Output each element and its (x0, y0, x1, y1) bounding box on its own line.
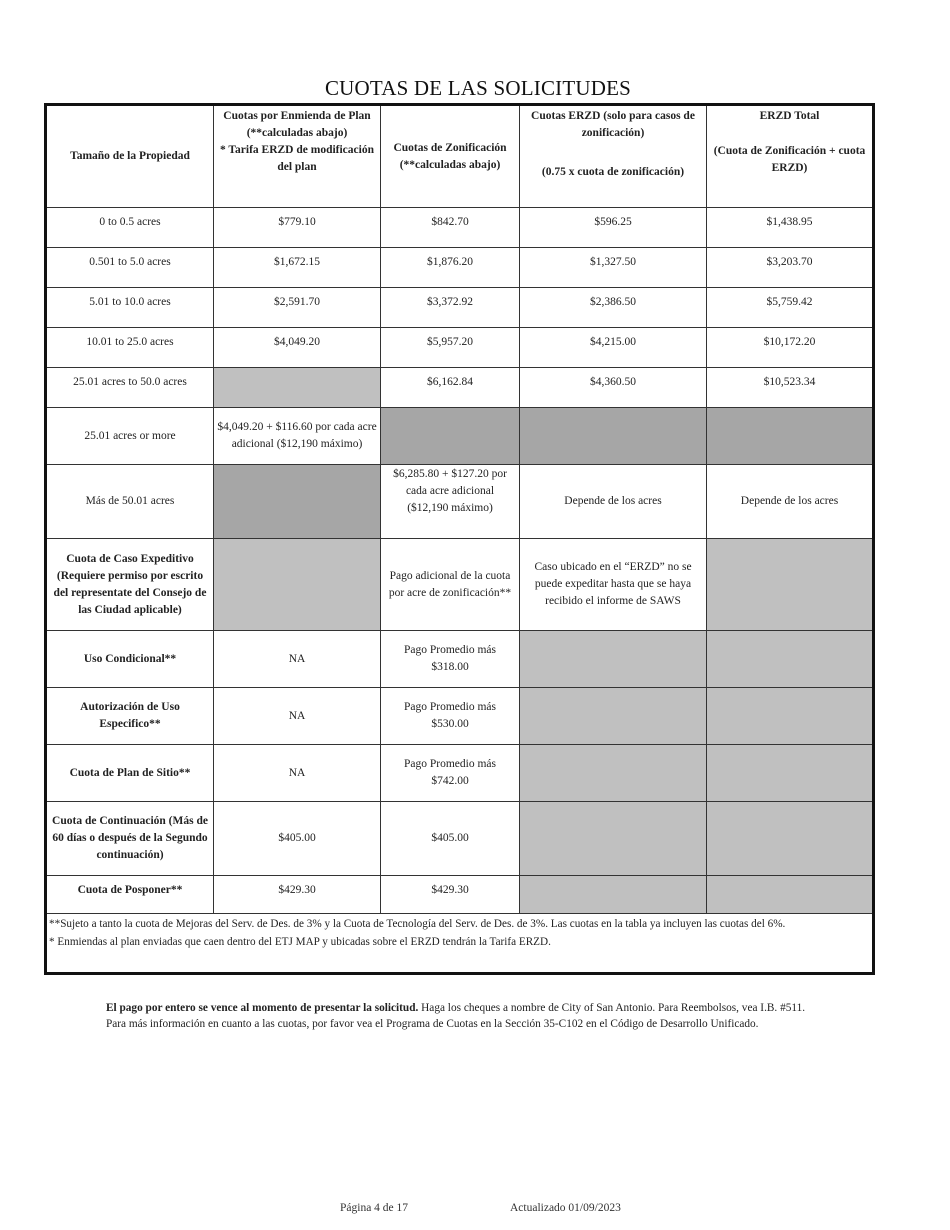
page-title: CUOTAS DE LAS SOLICITUDES (324, 76, 632, 100)
cell-total: Depende de los acres (707, 465, 874, 539)
header-total-title: ERZD Total (759, 110, 820, 122)
cell-size: Uso Condicional** (46, 631, 214, 688)
cell-plan: $429.30 (214, 876, 381, 914)
cell-plan: $779.10 (214, 208, 381, 248)
cell-zoning: Pago Promedio más $318.00 (381, 631, 520, 688)
table-row (46, 802, 874, 876)
table-row (46, 745, 874, 802)
table-row (46, 368, 874, 408)
cell-shaded (214, 368, 381, 408)
cell-shaded (520, 631, 707, 688)
cell-plan: $4,049.20 + $116.60 por cada acre adicional ($12,190 máximo) (214, 408, 381, 465)
cell-erzd: $1,327.50 (520, 248, 707, 288)
header-erzd-sub: (0.75 x cuota de zonificación) (541, 166, 685, 178)
cell-erzd: Caso ubicado en el “ERZD” no se puede expeditar hasta que se haya recibido el informe de SAWS (520, 539, 707, 631)
cell-size: Cuota de Plan de Sitio** (46, 745, 214, 802)
table-row (46, 408, 874, 465)
header-zoning (381, 105, 520, 208)
cell-plan: $1,672.15 (214, 248, 381, 288)
cell-shaded (707, 802, 874, 876)
fee-table (44, 103, 875, 975)
cell-erzd: $4,360.50 (520, 368, 707, 408)
cell-zoning: $429.30 (381, 876, 520, 914)
cell-erzd: Depende de los acres (520, 465, 707, 539)
note-surcharge: **Sujeto a tanto la cuota de Mejoras del Serv. de Des. de 3% y la Cuota de Tecnología del Serv. de Des. de 3%. Las cuotas en la tabla ya incluyen las cuotas del 6%. (49, 918, 786, 930)
cell-zoning: $405.00 (381, 802, 520, 876)
cell-plan: $4,049.20 (214, 328, 381, 368)
cell-erzd: $596.25 (520, 208, 707, 248)
header-zoning-sub: (**calculadas abajo) (399, 158, 501, 171)
cell-total: $10,523.34 (707, 368, 874, 408)
header-erzd-title: Cuotas ERZD (solo para casos de zonificación) (531, 110, 695, 139)
cell-zoning: $5,957.20 (381, 328, 520, 368)
cell-shaded (707, 876, 874, 914)
cell-size: 10.01 to 25.0 acres (46, 328, 214, 368)
payment-due: El pago por entero se vence al momento de presentar la solicitud. (106, 1002, 419, 1014)
cell-shaded (214, 539, 381, 631)
cell-erzd: $2,386.50 (520, 288, 707, 328)
cell-size: Más de 50.01 acres (46, 465, 214, 539)
cell-plan: $405.00 (214, 802, 381, 876)
payment-note (106, 1001, 906, 1032)
cell-zoning: $842.70 (381, 208, 520, 248)
cell-zoning: $6,162.84 (381, 368, 520, 408)
cell-plan: $2,591.70 (214, 288, 381, 328)
cell-shaded (520, 876, 707, 914)
cell-size: Cuota de Posponer** (46, 876, 214, 914)
payment-more-info: Para más información en cuanto a las cuotas, por favor vea el Programa de Cuotas en la Sección 35-C102 en el Código de Desarrollo Unificado. (106, 1017, 759, 1030)
cell-shaded (520, 745, 707, 802)
table-row (46, 688, 874, 745)
cell-size: 0 to 0.5 acres (46, 208, 214, 248)
notes-row (46, 914, 874, 974)
cell-shaded (707, 408, 874, 465)
cell-size: Cuota de Continuación (Más de 60 días o después de la Segundo continuación) (46, 802, 214, 876)
notes-cell (46, 914, 874, 974)
cell-total: $3,203.70 (707, 248, 874, 288)
note-erzd-rate: * Enmiendas al plan enviadas que caen dentro del ETJ MAP y ubicadas sobre el ERZD tendrán la Tarifa ERZD. (49, 936, 551, 948)
payment-checks: Haga los cheques a nombre de City of San Antonio. Para Reembolsos, vea I.B. #511. (418, 1002, 806, 1014)
cell-zoning: $3,372.92 (381, 288, 520, 328)
cell-plan: NA (214, 631, 381, 688)
cell-shaded (707, 631, 874, 688)
cell-zoning: Pago adicional de la cuota por acre de zonificación** (381, 539, 520, 631)
cell-size: Cuota de Caso Expeditivo (Requiere permiso por escrito del representate del Consejo de las Ciudad aplicable) (46, 539, 214, 631)
cell-zoning: Pago Promedio más $742.00 (381, 745, 520, 802)
cell-shaded (381, 408, 520, 465)
cell-shaded (520, 408, 707, 465)
cell-shaded (707, 688, 874, 745)
cell-plan: NA (214, 745, 381, 802)
updated-date: Actualizado 01/09/2023 (510, 1202, 621, 1214)
cell-zoning: $6,285.80 + $127.20 por cada acre adicional ($12,190 máximo) (381, 465, 520, 539)
cell-shaded (214, 465, 381, 539)
table-row (46, 465, 874, 539)
cell-size: 25.01 acres or more (46, 408, 214, 465)
cell-zoning: Pago Promedio más $530.00 (381, 688, 520, 745)
table-row (46, 328, 874, 368)
header-plan-title: Cuotas por Enmienda de Plan (223, 110, 371, 122)
table-row (46, 288, 874, 328)
table-row (46, 248, 874, 288)
cell-shaded (707, 539, 874, 631)
cell-size: 5.01 to 10.0 acres (46, 288, 214, 328)
table-row (46, 539, 874, 631)
cell-size: Autorización de Uso Especifico** (46, 688, 214, 745)
header-total-sub: (Cuota de Zonificación + cuota ERZD) (713, 145, 866, 174)
cell-size: 25.01 acres to 50.0 acres (46, 368, 214, 408)
header-row (46, 105, 874, 208)
table-row (46, 631, 874, 688)
header-total (707, 105, 874, 208)
cell-total: $1,438.95 (707, 208, 874, 248)
header-plan (214, 105, 381, 208)
header-zoning-title: Cuotas de Zonificación (393, 141, 507, 154)
table-row (46, 208, 874, 248)
cell-zoning: $1,876.20 (381, 248, 520, 288)
cell-shaded (520, 688, 707, 745)
cell-total: $5,759.42 (707, 288, 874, 328)
cell-total: $10,172.20 (707, 328, 874, 368)
header-size: Tamaño de la Propiedad (46, 105, 214, 208)
table-row (46, 876, 874, 914)
cell-plan: NA (214, 688, 381, 745)
header-erzd (520, 105, 707, 208)
header-plan-note: * Tarifa ERZD de modificación del plan (220, 144, 374, 173)
page-number: Página 4 de 17 (340, 1202, 409, 1214)
header-plan-sub: (**calculadas abajo) (246, 127, 348, 139)
cell-size: 0.501 to 5.0 acres (46, 248, 214, 288)
cell-shaded (520, 802, 707, 876)
cell-erzd: $4,215.00 (520, 328, 707, 368)
cell-shaded (707, 745, 874, 802)
